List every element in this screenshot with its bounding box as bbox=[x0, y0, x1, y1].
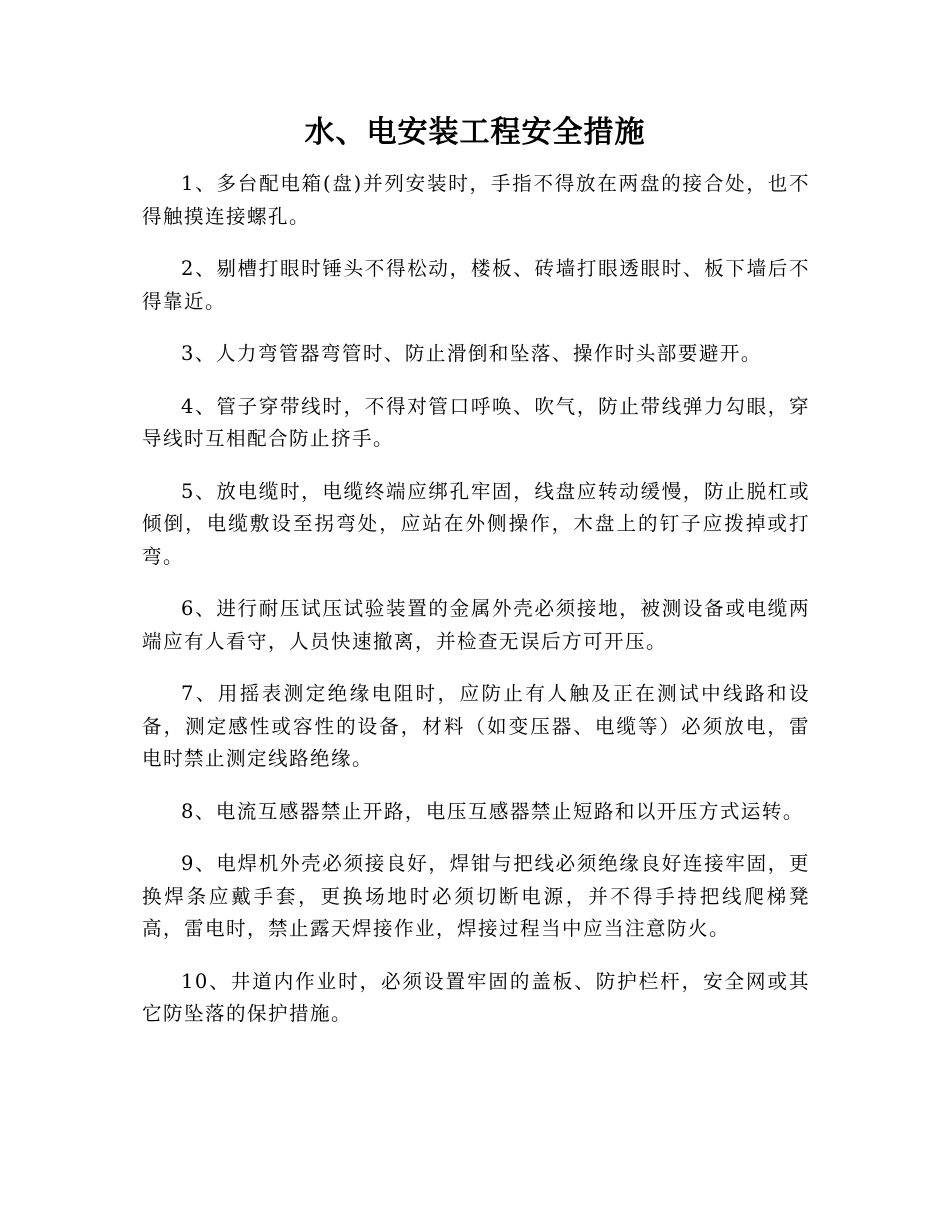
paragraph-8: 8、电流互感器禁止开路，电压互感器禁止短路和以开压方式运转。 bbox=[181, 799, 804, 823]
paragraph-4: 4、管子穿带线时，不得对管口呼唤、吹气，防止带线弹力勾眼，穿导线时互相配合防止挤手。 bbox=[142, 394, 810, 450]
paragraph-2: 2、剔槽打眼时锤头不得松动，楼板、砖墙打眼透眼时、板下墙后不得靠近。 bbox=[142, 257, 810, 313]
paragraph-7: 7、用摇表测定绝缘电阻时，应防止有人触及正在测试中线路和设备，测定感性或容性的设备，材料（如变压器、电缆等）必须放电，雷电时禁止测定线路绝缘。 bbox=[142, 682, 810, 770]
page-title: 水、电安装工程安全措施 bbox=[304, 115, 646, 150]
paragraph-6: 6、进行耐压试压试验装置的金属外壳必须接地，被测设备或电缆两端应有人看守，人员快速撤离，并检查无误后方可开压。 bbox=[142, 597, 810, 653]
paragraph-5: 5、放电缆时，电缆终端应绑孔牢固，线盘应转动缓慢，防止脱杠或倾倒，电缆敷设至拐弯处，应站在外侧操作，木盘上的钉子应拨掉或打弯。 bbox=[142, 479, 810, 568]
paragraph-3: 3、人力弯管器弯管时、防止滑倒和坠落、操作时头部要避开。 bbox=[181, 342, 762, 365]
paragraph-10: 10、井道内作业时，必须设置牢固的盖板、防护栏杆，安全网或其它防坠落的保护措施。 bbox=[142, 969, 810, 1025]
paragraph-1: 1、多台配电箱(盘)并列安装时，手指不得放在两盘的接合处，也不得触摸连接螺孔。 bbox=[142, 172, 810, 228]
paragraph-9: 9、电焊机外壳必须接良好，焊钳与把线必须绝缘良好连接牢固，更换焊条应戴手套，更换场地时必须切断电源，并不得手持把线爬梯凳高，雷电时，禁止露天焊接作业，焊接过程当中应当注意防火。 bbox=[142, 852, 810, 940]
document-body bbox=[142, 168, 810, 1051]
